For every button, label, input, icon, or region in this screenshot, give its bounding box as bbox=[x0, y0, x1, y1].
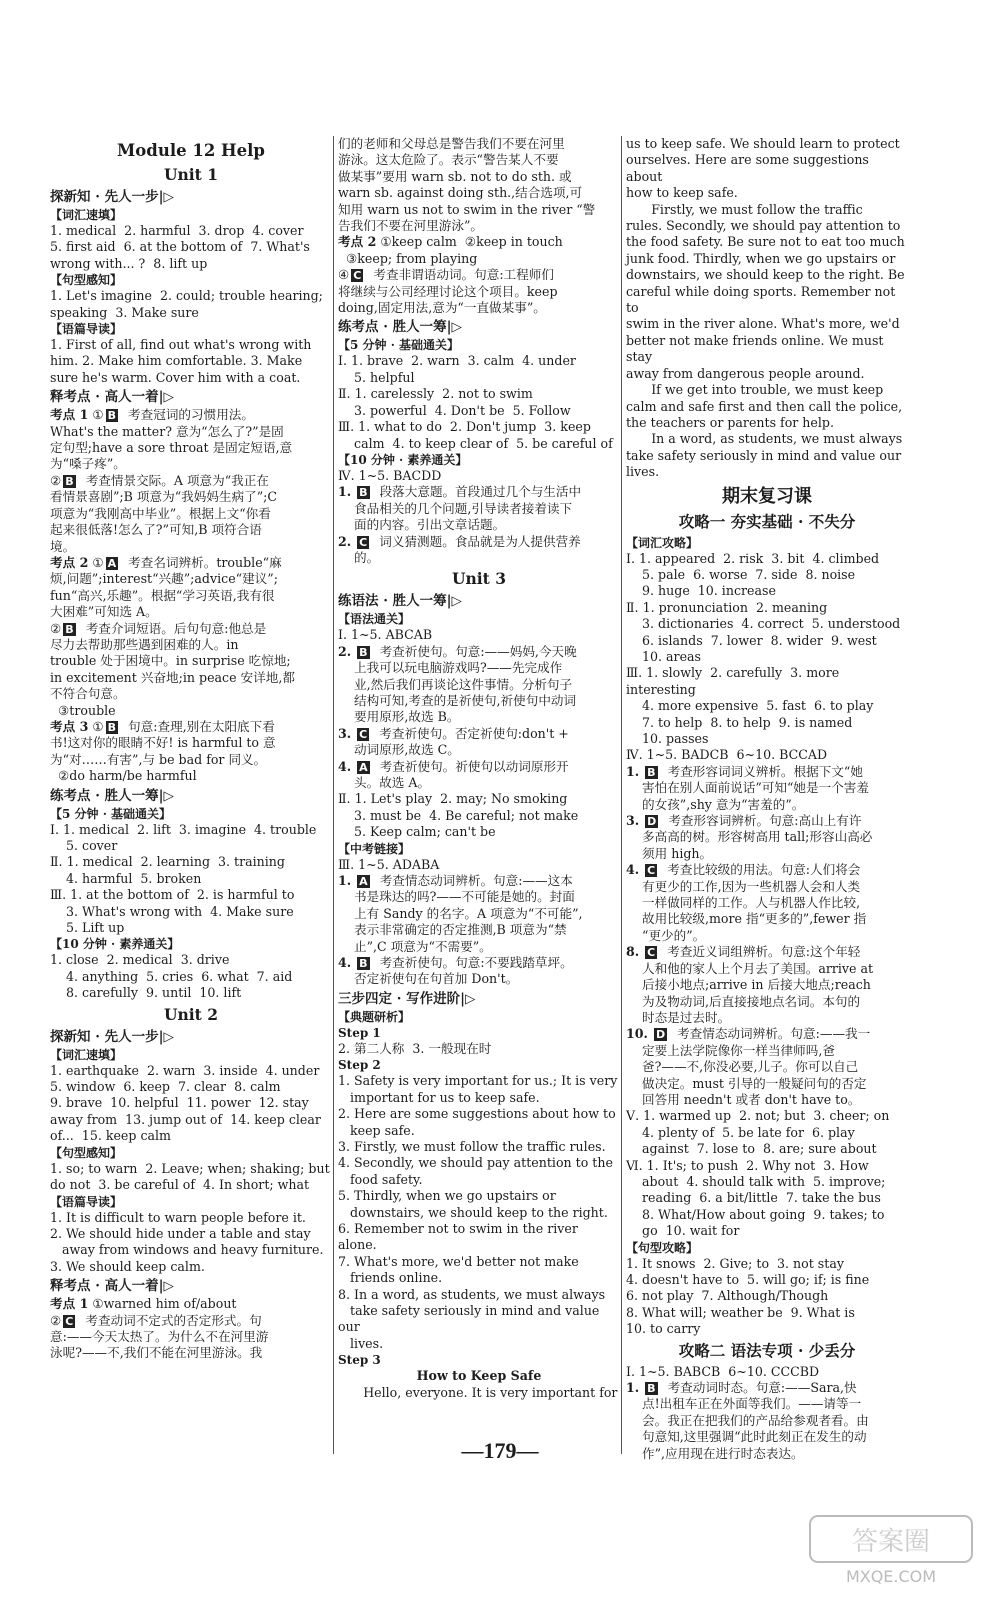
answer-letter-box: C bbox=[647, 946, 656, 960]
text-line: take safety seriously in mind and value our bbox=[338, 1302, 604, 1335]
answer-line bbox=[338, 534, 620, 550]
text-line: sure he's warm. Cover him with a coat. bbox=[50, 369, 301, 385]
text-line: friends online. bbox=[338, 1270, 443, 1286]
answer-line bbox=[626, 862, 908, 878]
item-key: 2. bbox=[338, 533, 352, 549]
text-line: 1. It is difficult to warn people before it. bbox=[50, 1209, 306, 1225]
block-heading: 三步四定 · 写作进阶|▷ bbox=[338, 990, 476, 1007]
answer-text: 考查动词不定式的否定形式。句 bbox=[77, 1312, 262, 1328]
text-line: Ⅵ. 1. It's; to push 2. Why not 3. How bbox=[626, 1157, 869, 1173]
answer-line bbox=[50, 407, 332, 423]
text-line: Ⅱ. 1. carelessly 2. not to swim bbox=[338, 386, 533, 402]
answer-text: 考查形容词词义辨析。根据下文“她 bbox=[659, 763, 863, 779]
text-line: downstairs, we should keep to the right. Be bbox=[626, 267, 905, 283]
text-line: food safety. bbox=[338, 1171, 423, 1187]
item-key: 4. bbox=[626, 862, 640, 878]
sub-heading: 【词汇攻略】 bbox=[626, 535, 699, 550]
text-line: 8. What/How about going 9. takes; to bbox=[626, 1206, 885, 1222]
text-line: away from 13. jump out of 14. keep clear bbox=[50, 1111, 321, 1127]
text-line: 为“对……有害”,与 be bad for 同义。 bbox=[50, 751, 267, 767]
text-line: 定要上法学院像你一样当律师吗,爸 bbox=[626, 1042, 835, 1058]
answer-text: 考查非谓语动词。句意:工程师们 bbox=[365, 267, 554, 283]
text-line: Ⅳ. 1~5. BADCB 6~10. BCCAD bbox=[626, 747, 828, 763]
text-line: 2. We should hide under a table and stay bbox=[50, 1225, 311, 1241]
answer-letter-box: B bbox=[359, 486, 368, 500]
column-divider bbox=[333, 136, 334, 1454]
answer-line bbox=[338, 644, 620, 660]
paragraph-line: Hello, everyone. It is very important for bbox=[363, 1384, 618, 1400]
circled-number: ① bbox=[92, 407, 104, 423]
answer-letter-box: B bbox=[359, 645, 368, 659]
item-key: 8. bbox=[626, 944, 640, 960]
answer-letter-box: D bbox=[655, 1028, 666, 1042]
sub-heading: Step 1 bbox=[338, 1025, 381, 1040]
text-line: ③trouble bbox=[50, 702, 116, 718]
text-line: 故用比较级,more 指“更多的”,fewer 指 bbox=[626, 911, 867, 927]
answer-text: 考查祈使句。祈使句以动词原形开 bbox=[371, 758, 569, 774]
text-line: 1. Let's imagine 2. could; trouble hearing; bbox=[50, 288, 323, 304]
answer-line bbox=[338, 955, 620, 971]
text-line: Ⅳ. 1~5. BACDD bbox=[338, 467, 442, 483]
block-heading: 练考点 · 胜人一筹|▷ bbox=[338, 319, 462, 336]
text-line: 爸?——不,你没必要,儿子。你可以自己 bbox=[626, 1059, 859, 1075]
text-line: 1. so; to warn 2. Leave; when; shaking; but bbox=[50, 1160, 330, 1176]
item-key: 考点 1 bbox=[50, 1296, 89, 1312]
text-line: Ⅲ. 1. what to do 2. Don't jump 3. keep bbox=[338, 419, 591, 435]
text-line: important for us to keep safe. bbox=[338, 1089, 540, 1105]
text-line: 知用 warn us not to swim in the river “警 bbox=[338, 201, 596, 217]
text-line: 5. Lift up bbox=[50, 920, 125, 936]
sub-heading: 【句型感知】 bbox=[50, 1145, 123, 1160]
answer-text: 考查近义词组辨析。句意:这个年轻 bbox=[659, 944, 861, 960]
answer-letter-box: B bbox=[107, 720, 117, 734]
sub-heading: 【语篇导读】 bbox=[50, 322, 123, 337]
text-line: 看情景喜剧”;B 项意为“我妈妈生病了”;C bbox=[50, 489, 278, 505]
text-line: 1. Safety is very important for us.; It is very bbox=[338, 1073, 618, 1089]
text-line: 5. helpful bbox=[338, 369, 415, 385]
sub-heading: 【语法通关】 bbox=[338, 612, 411, 627]
text-line: downstairs, we should keep to the right. bbox=[338, 1204, 608, 1220]
text-line: ②do harm/be harmful bbox=[50, 768, 197, 784]
text-line: 3. dictionaries 4. correct 5. understood bbox=[626, 616, 901, 632]
sub-heading: Step 2 bbox=[338, 1058, 381, 1073]
block-heading: 释考点 · 高人一着|▷ bbox=[50, 389, 174, 406]
item-key: 4. bbox=[338, 758, 352, 774]
sub-heading: 【典题研析】 bbox=[338, 1009, 411, 1024]
text-line: 作”,应用现在进行时态表达。 bbox=[626, 1445, 804, 1461]
answer-letter-box: B bbox=[107, 409, 117, 423]
column-left bbox=[50, 136, 332, 1362]
sub-heading: 【中考链接】 bbox=[338, 841, 411, 856]
answer-text: 词义猜测题。食品就是为人提供营养 bbox=[371, 533, 581, 549]
paragraph-line: In a word, as students, we must always bbox=[651, 431, 903, 447]
answer-text: keep calm ②keep in touch bbox=[391, 234, 563, 250]
text-line: go 10. wait for bbox=[626, 1223, 740, 1239]
text-line: ③keep; from playing bbox=[338, 250, 478, 266]
answer-line bbox=[338, 873, 620, 889]
answer-text: 考查祈使句。句意:不要践踏草坪。 bbox=[371, 955, 573, 971]
text-line: 书!这对你的眼睛不好! is harmful to 意 bbox=[50, 735, 276, 751]
text-line: him. 2. Make him comfortable. 3. Make bbox=[50, 353, 303, 369]
text-line: 业,然后我们再谈论这件事情。分析句子 bbox=[338, 676, 573, 692]
sub-heading: 【语篇导读】 bbox=[50, 1194, 123, 1209]
column-right bbox=[626, 136, 908, 1462]
item-key: 考点 2 bbox=[338, 234, 377, 250]
text-line: doing,固定用法,意为“一直做某事”。 bbox=[338, 300, 546, 316]
text-line: junk food. Thirdly, when we go upstairs or bbox=[626, 250, 896, 266]
item-key: 1. bbox=[338, 484, 352, 500]
text-line: 有更少的工作,因为一些机器人会和人类 bbox=[626, 878, 861, 894]
text-line: Ⅰ. 1~5. BABCB 6~10. CCCBD bbox=[626, 1363, 820, 1379]
text-line: lives. bbox=[626, 464, 660, 480]
sub-heading: 【句型感知】 bbox=[50, 273, 123, 288]
text-line: 6. not play 7. Although/Though bbox=[626, 1288, 829, 1304]
answer-text: 段落大意题。首段通过几个与生活中 bbox=[371, 484, 582, 500]
text-line: 回答用 needn't 或者 don't have to。 bbox=[626, 1091, 861, 1107]
text-line: 4. harmful 5. broken bbox=[50, 870, 202, 886]
text-line: the teachers or parents for help. bbox=[626, 414, 834, 430]
text-line: 8. carefully 9. until 10. lift bbox=[50, 985, 242, 1001]
answer-letter-box: A bbox=[359, 875, 368, 889]
answer-text: 考查介词短语。后句句意:他总是 bbox=[77, 620, 267, 636]
text-line: 将继续与公司经理讨论这个项目。keep bbox=[338, 283, 558, 299]
text-line: “更少的”。 bbox=[626, 927, 706, 943]
answer-line bbox=[50, 555, 332, 571]
text-line: 意:——今天太热了。为什么不在河里游 bbox=[50, 1328, 269, 1344]
text-line: the food safety. Be sure not to eat too much bbox=[626, 234, 905, 250]
answer-line bbox=[50, 1296, 332, 1312]
text-line: 1. First of all, find out what's wrong with bbox=[50, 337, 312, 353]
answer-line bbox=[338, 759, 620, 775]
text-line: 句意知,这里强调“此时此刻正在发生的动 bbox=[626, 1429, 867, 1445]
text-line: of... 15. keep calm bbox=[50, 1128, 171, 1144]
text-line: 5. pale 6. worse 7. side 8. noise bbox=[626, 566, 856, 582]
answer-text: 考查情态动词辨析。句意:——我一 bbox=[669, 1026, 871, 1042]
text-line: about 4. should talk with 5. improve; bbox=[626, 1173, 886, 1189]
text-line: 8. What will; weather be 9. What is bbox=[626, 1304, 855, 1320]
text-line: how to keep safe. bbox=[626, 185, 738, 201]
item-key: 考点 1 bbox=[50, 407, 89, 423]
circled-number: ② bbox=[50, 472, 62, 488]
text-line: Ⅱ. 1. medical 2. learning 3. training bbox=[50, 854, 285, 870]
sub-heading: 【词汇速填】 bbox=[50, 1047, 123, 1062]
text-line: 头。故选 A。 bbox=[338, 775, 431, 790]
answer-text: warned him of/about bbox=[103, 1296, 237, 1312]
answer-letter-box: A bbox=[359, 760, 368, 774]
text-line: 会。我正在把我们的产品给参观者看。由 bbox=[626, 1412, 869, 1428]
answer-text: 考查祈使句。否定祈使句:don't + bbox=[371, 725, 569, 741]
sub-heading: 【10 分钟 · 素养通关】 bbox=[50, 937, 180, 952]
text-line: away from dangerous people around. bbox=[626, 365, 865, 381]
text-line: Ⅲ. 1. at the bottom of 2. is harmful to bbox=[50, 887, 295, 903]
text-line: 动词原形,故选 C。 bbox=[338, 742, 460, 758]
text-line: 1. earthquake 2. warn 3. inside 4. under bbox=[50, 1062, 320, 1078]
sub-heading: Step 3 bbox=[338, 1353, 381, 1368]
text-line: 4. more expensive 5. fast 6. to play bbox=[626, 698, 874, 714]
sub-heading: 【5 分钟 · 基础通关】 bbox=[50, 806, 172, 821]
text-line: lives. bbox=[338, 1335, 384, 1351]
text-line: 尽力去帮助那些遇到困难的人。in bbox=[50, 636, 239, 652]
text-line: 5. first aid 6. at the bottom of 7. What's bbox=[50, 239, 310, 255]
text-line: Ⅱ. 1. pronunciation 2. meaning bbox=[626, 599, 828, 615]
circled-number: ② bbox=[50, 620, 62, 636]
section-heading: 攻略一 夯实基础 · 不失分 bbox=[678, 511, 856, 531]
text-line: 3. powerful 4. Don't be 5. Follow bbox=[338, 402, 571, 418]
answer-text: 考查冠词的习惯用法。 bbox=[120, 407, 254, 423]
answer-text: 考查情态动词辨析。句意:——这本 bbox=[371, 873, 573, 889]
text-line: away from windows and heavy furniture. bbox=[50, 1242, 324, 1258]
answer-line bbox=[338, 484, 620, 500]
text-line: us to keep safe. We should learn to protect bbox=[626, 136, 900, 151]
text-line: 们的老师和父母总是警告我们不要在河里 bbox=[338, 136, 565, 151]
block-heading: 探新知 · 先人一步|▷ bbox=[50, 1028, 174, 1045]
column-divider bbox=[621, 136, 622, 1454]
text-line: trouble 处于困境中。in surprise 吃惊地; bbox=[50, 653, 291, 669]
text-line: better not make friends online. We must stay bbox=[626, 332, 888, 365]
page-number: —179— bbox=[461, 1438, 539, 1463]
text-line: 10. to carry bbox=[626, 1321, 701, 1337]
text-line: 4. plenty of 5. be late for 6. play bbox=[626, 1124, 855, 1140]
text-line: 的女孩”,shy 意为“害羞的”。 bbox=[626, 796, 805, 812]
text-line: 4. anything 5. cries 6. what 7. aid bbox=[50, 968, 293, 984]
text-line: 定句型;have a sore throat 是固定短语,意 bbox=[50, 440, 293, 456]
text-line: 10. passes bbox=[626, 731, 709, 746]
text-line: warn sb. against doing sth.,结合选项,可 bbox=[338, 185, 583, 201]
sub-heading: 【词汇速填】 bbox=[50, 208, 123, 222]
text-line: wrong with... ? 8. lift up bbox=[50, 255, 208, 271]
text-line: 9. huge 10. increase bbox=[626, 583, 776, 599]
paragraph-line: Firstly, we must follow the traffic bbox=[651, 201, 863, 217]
text-line: 境。 bbox=[50, 538, 76, 554]
answer-text: 考查动词时态。句意:——Sara,快 bbox=[659, 1380, 857, 1396]
block-heading: 探新知 · 先人一步|▷ bbox=[50, 189, 174, 205]
answer-letter-box: B bbox=[65, 474, 74, 488]
circled-number: ④ bbox=[338, 267, 350, 283]
item-key: 3. bbox=[338, 725, 352, 741]
text-line: 上我可以玩电脑游戏吗?——先完成作 bbox=[338, 660, 563, 676]
text-line: ourselves. Here are some suggestions about bbox=[626, 152, 873, 184]
watermark-logo bbox=[806, 1512, 976, 1590]
svg-text:答案圈: 答案圈 bbox=[851, 1527, 931, 1557]
watermark-text: MXQE.COM bbox=[845, 1567, 937, 1586]
text-line: 游泳。这太危险了。表示“警告某人不要 bbox=[338, 152, 559, 168]
text-line: 9. brave 10. helpful 11. power 12. stay bbox=[50, 1095, 309, 1111]
item-key: 10. bbox=[626, 1026, 648, 1042]
text-line: 3. We should keep calm. bbox=[50, 1258, 205, 1274]
text-line: 书是珠达的吗?——不可能是她的。封面 bbox=[338, 889, 575, 905]
text-line: 5. Keep calm; can't be bbox=[338, 824, 496, 840]
answer-letter-box: B bbox=[65, 622, 74, 636]
text-line: 起来很低落!怎么了?”可知,B 项符合语 bbox=[50, 522, 262, 538]
text-line: 2. Here are some suggestions about how to bbox=[338, 1106, 616, 1122]
column-middle bbox=[338, 136, 620, 1401]
text-line: 5. cover bbox=[50, 838, 118, 853]
text-line: Ⅱ. 1. Let's play 2. may; No smoking bbox=[338, 791, 568, 807]
section-heading: Unit 1 bbox=[163, 165, 218, 184]
text-line: speaking 3. Make sure bbox=[50, 304, 199, 320]
answer-line bbox=[50, 719, 332, 735]
answer-text: 考查名词辨析。trouble“麻 bbox=[120, 554, 282, 570]
text-line: 4. Secondly, we should pay attention to the bbox=[338, 1155, 613, 1171]
essay-title: How to Keep Safe bbox=[416, 1368, 542, 1384]
answer-text: 考查比较级的用法。句意:人们将会 bbox=[659, 862, 861, 878]
answer-text: 句意:查理,别在太阳底下看 bbox=[120, 718, 275, 734]
answer-line bbox=[626, 944, 908, 960]
answer-letter-box: C bbox=[647, 864, 656, 878]
text-line: 止”,C 项意为“不需要”。 bbox=[338, 938, 492, 954]
answer-letter-box: C bbox=[65, 1314, 74, 1328]
sub-heading: 【5 分钟 · 基础通关】 bbox=[338, 338, 460, 353]
text-line: 项意为“我刚高中毕业”。根据上文“你看 bbox=[50, 505, 271, 521]
text-line: against 7. lose to 8. are; sure about bbox=[626, 1141, 877, 1157]
text-line: 6. Remember not to swim in the river alone. bbox=[338, 1220, 582, 1253]
item-key: 3. bbox=[626, 813, 640, 829]
text-line: careful while doing sports. Remember not to bbox=[626, 283, 900, 316]
item-key: 4. bbox=[338, 955, 352, 971]
answer-letter-box: C bbox=[359, 727, 368, 741]
section-heading: Unit 3 bbox=[451, 569, 506, 589]
text-line: 大困难”可知选 A。 bbox=[50, 604, 158, 620]
text-line: 为“嗓子疼”。 bbox=[50, 456, 126, 472]
text-line: 6. islands 7. lower 8. wider 9. west bbox=[626, 632, 877, 648]
text-line: 1. close 2. medical 3. drive bbox=[50, 952, 230, 968]
answer-letter-box: A bbox=[107, 556, 117, 570]
text-line: Ⅲ. 1. slowly 2. carefully 3. more interesting bbox=[626, 665, 844, 697]
block-heading: 练考点 · 胜人一筹|▷ bbox=[50, 787, 174, 804]
text-line: 5. window 6. keep 7. clear 8. calm bbox=[50, 1079, 281, 1095]
answer-text: 考查情景交际。A 项意为“我正在 bbox=[77, 472, 269, 488]
text-line: calm and safe first and then call the police, bbox=[626, 398, 903, 414]
text-line: 1. It snows 2. Give; to 3. not stay bbox=[626, 1255, 844, 1271]
text-line: 不符合句意。 bbox=[50, 686, 126, 702]
text-line: 8. In a word, as students, we must always bbox=[338, 1286, 606, 1302]
text-line: Ⅰ. 1. medical 2. lift 3. imagine 4. trouble bbox=[50, 821, 317, 837]
text-line: Ⅰ. 1~5. ABCAB bbox=[338, 627, 433, 643]
item-key: 1. bbox=[626, 763, 640, 779]
text-line: 3. must be 4. Be careful; not make bbox=[338, 807, 579, 823]
text-line: Ⅰ. 1. brave 2. warn 3. calm 4. under bbox=[338, 353, 576, 369]
text-line: 的。 bbox=[338, 549, 380, 565]
text-line: keep safe. bbox=[338, 1122, 415, 1138]
item-key: 2. bbox=[338, 643, 352, 659]
text-line: 7. What's more, we'd better not make bbox=[338, 1253, 579, 1269]
text-line: 4. doesn't have to 5. will go; if; is fine bbox=[626, 1272, 870, 1287]
text-line: 点!出租车正在外面等我们。——请等一 bbox=[626, 1396, 862, 1412]
text-line: fun“高兴,乐趣”。根据“学习英语,我有很 bbox=[50, 587, 275, 603]
text-line: 1. medical 2. harmful 3. drop 4. cover bbox=[50, 223, 304, 238]
text-line: 多高高的树。形容树高用 tall;形容山高必 bbox=[626, 829, 873, 845]
text-line: Ⅰ. 1. appeared 2. risk 3. bit 4. climbed bbox=[626, 550, 880, 566]
section-heading: 攻略二 语法专项 · 少丢分 bbox=[678, 1340, 856, 1360]
text-line: 结构可知,考查的是祈使句,祈使句中动词 bbox=[338, 692, 577, 708]
paragraph-line: If we get into trouble, we must keep bbox=[651, 382, 884, 398]
answer-line bbox=[338, 726, 620, 742]
answer-line bbox=[626, 1380, 908, 1396]
text-line: 3. Firstly, we must follow the traffic rules. bbox=[338, 1138, 606, 1154]
circled-number: ① bbox=[92, 554, 104, 570]
block-heading: 释考点 · 高人一着|▷ bbox=[50, 1278, 174, 1295]
answer-letter-box: B bbox=[647, 1382, 656, 1396]
sub-heading: 【10 分钟 · 素养通关】 bbox=[338, 452, 468, 467]
item-key: 考点 3 bbox=[50, 718, 89, 734]
answer-line bbox=[50, 621, 332, 637]
text-line: 烦,问题”;interest“兴趣”;advice“建议”; bbox=[50, 571, 278, 587]
text-line: 10. areas bbox=[626, 648, 701, 664]
text-line: 人和他的家人上个月去了美国。arrive at bbox=[626, 960, 874, 976]
text-line: 要用原形,故选 B。 bbox=[338, 709, 460, 725]
answer-line bbox=[50, 473, 332, 489]
text-line: Ⅴ. 1. warmed up 2. not; but 3. cheer; on bbox=[626, 1108, 890, 1124]
text-line: 5. Thirdly, when we go upstairs or bbox=[338, 1188, 556, 1204]
circled-number: ② bbox=[50, 1312, 62, 1328]
text-line: 做某事”要用 warn sb. not to do sth. 或 bbox=[338, 168, 572, 184]
answer-text: 考查形容词辨析。句意:高山上有许 bbox=[660, 813, 862, 829]
text-line: swim in the river alone. What's more, we'd bbox=[626, 316, 900, 332]
text-line: 告我们不要在河里游泳”。 bbox=[338, 218, 483, 234]
text-line: take safety seriously in mind and value our bbox=[626, 447, 902, 463]
text-line: do not 3. be careful of 4. In short; what bbox=[50, 1177, 310, 1193]
text-line: 害怕在别人面前说话”可知“她是一个害羞 bbox=[626, 780, 869, 796]
text-line: 否定祈使句在句首加 Don't。 bbox=[338, 971, 519, 987]
text-line: 时态是过去时。 bbox=[626, 1009, 731, 1025]
text-line: calm 4. to keep clear of 5. be careful of bbox=[338, 435, 613, 451]
circled-number: ① bbox=[380, 234, 392, 250]
answer-line bbox=[626, 813, 908, 829]
text-line: 7. to help 8. to help 9. is named bbox=[626, 714, 853, 730]
text-line: 为及物动词,后直接接地点名词。本句的 bbox=[626, 993, 861, 1009]
answer-letter-box: B bbox=[359, 957, 368, 971]
block-heading: 练语法 · 胜人一筹|▷ bbox=[338, 593, 462, 610]
answer-line bbox=[338, 234, 620, 250]
answer-line bbox=[50, 1313, 332, 1329]
answer-letter-box: C bbox=[359, 535, 368, 549]
answer-line bbox=[626, 1026, 908, 1042]
item-key: 1. bbox=[338, 873, 352, 889]
text-line: 做决定。must 引导的一般疑问句的否定 bbox=[626, 1075, 867, 1091]
text-line: reading 6. a bit/little 7. take the bus bbox=[626, 1190, 881, 1206]
chapter-title: 期末复习课 bbox=[722, 485, 812, 507]
text-line: 泳呢?——不,我们不能在河里游泳。我 bbox=[50, 1345, 263, 1361]
circled-number: ① bbox=[92, 1296, 104, 1312]
text-line: 上有 Sandy 的名字。A 项意为“不可能”, bbox=[338, 905, 583, 921]
item-key: 1. bbox=[626, 1380, 640, 1396]
section-heading: Unit 2 bbox=[163, 1004, 218, 1024]
text-line: 表示非常确定的否定推测,B 项意为“禁 bbox=[338, 922, 567, 938]
text-line: 后接小地点;arrive in 后接大地点;reach bbox=[626, 977, 871, 993]
item-key: 考点 2 bbox=[50, 554, 89, 570]
text-line: 须用 high。 bbox=[626, 845, 713, 861]
text-line: 面的内容。引出文章话题。 bbox=[338, 517, 506, 533]
answer-letter-box: B bbox=[647, 765, 656, 779]
text-line: What's the matter? 意为“怎么了?”是固 bbox=[50, 423, 284, 439]
answer-letter-box: C bbox=[353, 269, 362, 283]
text-line: 2. 第二人称 3. 一般现在时 bbox=[338, 1040, 492, 1056]
module-title: Module 12 Help bbox=[117, 141, 265, 160]
answer-line bbox=[338, 267, 620, 283]
text-line: rules. Secondly, we should pay attention to bbox=[626, 218, 901, 234]
circled-number: ① bbox=[92, 718, 104, 734]
text-line: 食品相关的几个问题,引导读者接着读下 bbox=[338, 500, 573, 516]
sub-heading: 【句型攻略】 bbox=[626, 1240, 699, 1255]
answer-text: 考查祈使句。句意:——妈妈,今天晚 bbox=[371, 643, 577, 659]
answer-letter-box: D bbox=[647, 815, 657, 829]
answer-line bbox=[626, 764, 908, 780]
text-line: in excitement 兴奋地;in peace 安详地,都 bbox=[50, 669, 295, 685]
text-line: 3. What's wrong with 4. Make sure bbox=[50, 903, 294, 919]
text-line: 一样做同样的工作。人与机器人作比较, bbox=[626, 895, 861, 911]
text-line: Ⅲ. 1~5. ADABA bbox=[338, 856, 440, 872]
